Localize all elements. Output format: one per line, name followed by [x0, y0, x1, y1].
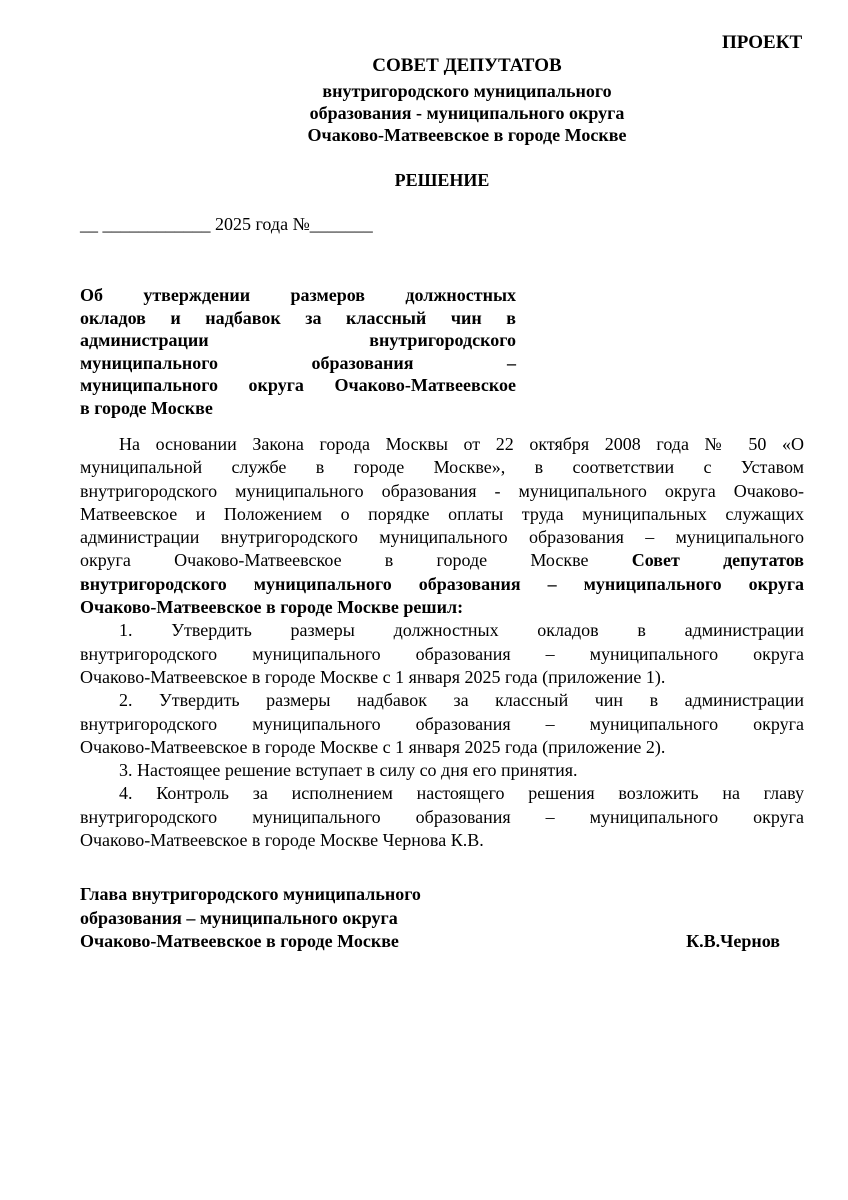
signature-row [80, 883, 780, 907]
council-resolves-start: Совет депутатов [631, 550, 805, 571]
signatory-title-line-1: Глава внутригородского муниципального [80, 884, 421, 904]
council-name-line-2: образования - муниципального округа [309, 103, 625, 123]
item-line: Очаково-Матвеевское в городе Москве Чернова К.В. [80, 830, 484, 851]
council-name-line-3: Очаково-Матвеевское в городе Москве [307, 125, 627, 145]
item-line: Очаково-Матвеевское в городе Москве с 1 января 2025 года (приложение 2). [80, 736, 666, 757]
item-line: 1. Утвердить размеры должностных окладов в администрации [119, 620, 804, 641]
subject-line: администрации внутригородского [80, 330, 516, 351]
resolution-item-1 [80, 619, 804, 689]
resolution-item-4 [80, 782, 804, 852]
item-line: внутригородского муниципального образования – муниципального округа [80, 806, 804, 827]
document-type: РЕШЕНИЕ [394, 170, 490, 190]
preamble-paragraph [80, 433, 804, 619]
decision-subject [80, 284, 516, 420]
item-line: Очаково-Матвеевское в городе Москве с 1 января 2025 года (приложение 1). [80, 666, 666, 687]
signatory-title-line-2: образования – муниципального округа [80, 907, 398, 928]
preamble-line: На основании Закона города Москвы от 22 октября 2008 года № 50 «О [119, 434, 804, 454]
preamble-line: муниципальной службе в городе Москве», в соответствии с Уставом [80, 457, 804, 478]
council-name-line-1: внутригородского муниципального [322, 81, 612, 101]
subject-line: муниципального округа Очаково-Матвеевское [80, 375, 516, 396]
item-line: 3. Настоящее решение вступает в силу со дня его принятия. [119, 760, 578, 781]
draft-mark: ПРОЕКТ [722, 32, 803, 53]
resolution-item-3 [80, 759, 804, 782]
preamble-line: администрации внутригородского муниципального образования – муниципального [80, 527, 804, 548]
preamble-line-bold: внутригородского муниципального образования – муниципального округа [80, 573, 804, 594]
item-line: внутригородского муниципального образования – муниципального округа [80, 643, 804, 664]
preamble-line: Матвеевское и Положением о порядке оплаты труда муниципальных служащих [80, 503, 804, 524]
signatory-title-line-3: Очаково-Матвеевское в городе Москве [80, 931, 399, 951]
signatory-name: К.В.Чернов [686, 931, 780, 951]
preamble-line-bold: Очаково-Матвеевское в городе Москве решил: [80, 597, 464, 618]
item-line: 4. Контроль за исполнением настоящего решения возложить на главу [119, 783, 804, 804]
subject-line: окладов и надбавок за классный чин в [80, 307, 516, 328]
subject-line: Об утверждении размеров должностных [80, 285, 516, 305]
item-line: внутригородского муниципального образования – муниципального округа [80, 713, 804, 734]
subject-line: в городе Москве [80, 397, 213, 418]
signature-block [80, 883, 780, 954]
resolution-item-2 [80, 689, 804, 759]
preamble-line [80, 549, 804, 572]
signature-row [80, 907, 780, 931]
subject-line: муниципального образования – [80, 352, 516, 373]
council-name: СОВЕТ ДЕПУТАТОВ [372, 55, 562, 76]
decision-body [80, 433, 804, 852]
signature-row [80, 930, 780, 954]
preamble-line-regular: округа Очаково-Матвеевское в городе Москве [80, 550, 589, 571]
document-date-number: __ ____________ 2025 года №_______ [80, 214, 373, 234]
preamble-line: внутригородского муниципального образования - муниципального округа Очаково- [80, 480, 804, 501]
item-line: 2. Утвердить размеры надбавок за классный чин в администрации [119, 690, 804, 711]
